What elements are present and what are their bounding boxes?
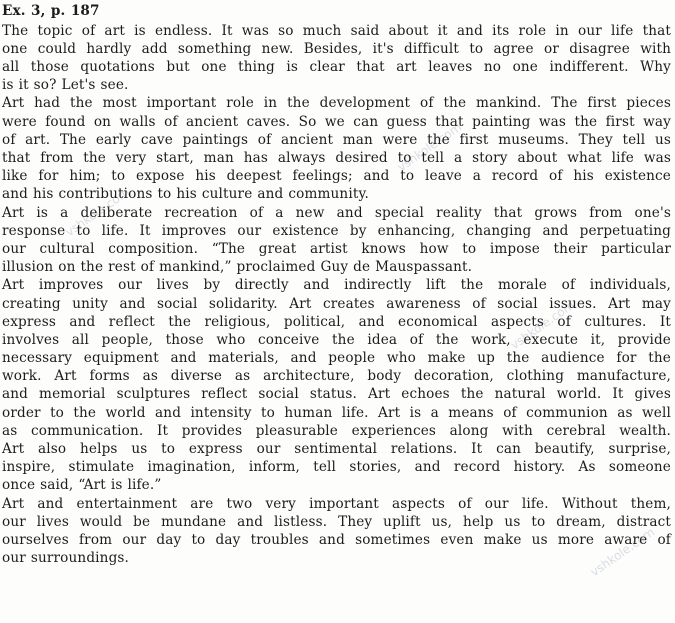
text-line: creating unity and social solidarity. Art creates awareness of social issues. Art may [2,295,671,312]
text-line: inspire, stimulate imagination, inform, tell stories, and record history. As someone [2,459,671,476]
text-line: like for him; to expose his deepest feelings; and to leave a record of his existence [2,168,671,185]
text-line: were found on walls of ancient caves. So we can guess that painting was the first way [2,113,671,130]
text-line: and memorial sculptures reflect social status. Art echoes the natural world. It gives [2,386,671,403]
text-line: Art had the most important role in the development of the mankind. The first pieces [2,95,671,112]
watermark: vshkole.com [394,119,465,175]
watermark: vshkole.com [62,184,133,240]
paragraph-history [2,94,671,203]
text-line: Art also helps us to express our sentimental relations. It can beautify, surprise, [2,441,671,457]
paragraph-entertainment [2,495,671,568]
paragraph-intro [2,22,671,95]
text-line: one could hardly add something new. Besides, it's difficult to agree or disagree with [2,40,671,57]
text-line: ourselves from our day to day troubles and sometimes even make us more aware of [2,531,671,548]
exercise-text [2,1,671,567]
text-line: express and reflect the religious, political, and economical aspects of cultures. It [2,313,671,330]
text-line: Art is a deliberate recreation of a new and special reality that grows from one's [2,204,671,221]
text-line: our surroundings. [2,550,130,567]
text-line: our lives would be mundane and listless. They uplift us, help us to dream, distract [2,513,671,530]
text-line: Art and entertainment are two very important aspects of our life. Without them, [2,495,671,512]
text-line: necessary equipment and materials, and people who make up the audience for the [2,350,671,367]
text-line: once said, “Art is life.” [2,477,162,494]
text-line: Art improves our lives by directly and indirectly lift the morale of individuals, [2,277,671,294]
text-line: is it so? Let's see. [2,77,129,94]
paragraph-definition [2,204,671,277]
text-line: our cultural composition. “The great artist knows how to impose their particular [2,240,671,257]
text-line: of art. The early cave paintings of ancient man were the first museums. They tell us [2,131,671,148]
exercise-heading: Ex. 3, p. 187 [2,3,100,19]
text-line: response to life. It improves our existence by enhancing, changing and perpetuating [2,222,671,239]
watermark: vshkole.com [587,524,658,580]
text-line: and his contributions to his culture and community. [2,186,369,203]
text-line: as communication. It provides pleasurable experiences along with cerebral wealth. [2,422,671,439]
text-line: order to the world and intensity to human life. Art is a means of communion as well [2,404,671,421]
text-line: that from the very start, man has always desired to tell a story about what life was [2,150,671,166]
watermark: vshkole.com [507,297,578,353]
text-line: illusion on the rest of mankind,” proclaimed Guy de Mauspassant. [2,259,473,276]
text-line: The topic of art is endless. It was so much said about it and its role in our life that [2,22,671,39]
text-line: all those quotations but one thing is clear that art leaves no one indifferent. Why [2,59,671,76]
paragraph-impact [2,276,671,494]
text-line: involves all people, those who conceive the idea of the work, execute it, provide [2,331,671,348]
text-line: work. Art forms as diverse as architecture, body decoration, clothing manufacture, [2,368,671,385]
